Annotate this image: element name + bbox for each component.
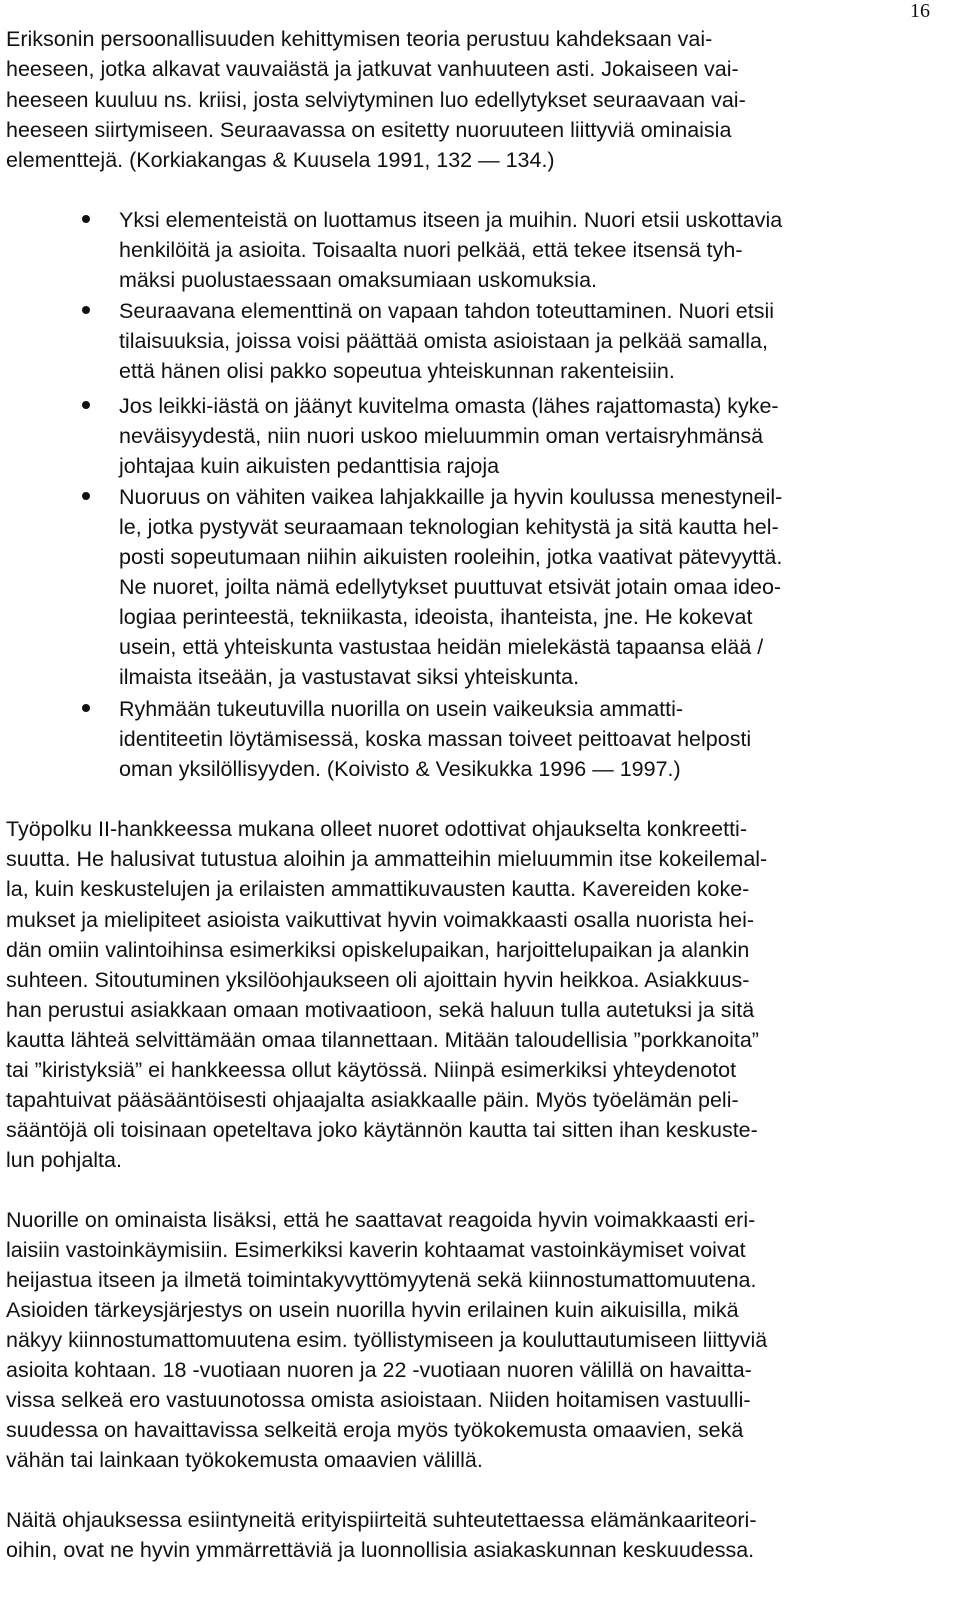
paragraph-line: mukset ja mielipiteet asioista vaikuttivat hyvin voimakkaasti osalla nuorista hei- xyxy=(6,908,755,932)
paragraph-line: Nuorille on ominaista lisäksi, että he saattavat reagoida hyvin voimakkaasti eri- xyxy=(6,1208,756,1232)
bullet-icon xyxy=(82,492,90,500)
bullet-line: Ryhmään tukeutuvilla nuorilla on usein vaikeuksia ammatti- xyxy=(119,697,684,721)
paragraph-line: tai ”kiristyksiä” ei hankkeessa ollut käytössä. Niinpä esimerkiksi yhteydenotot xyxy=(6,1058,737,1082)
bullet-line: mäksi puolustaessaan omaksumiaan uskomuksia. xyxy=(119,268,598,292)
paragraph-line: Työpolku II-hankkeessa mukana olleet nuoret odottivat ohjaukselta konkreetti- xyxy=(6,817,747,841)
paragraph-line: heeseen, jotka alkavat vauvaiästä ja jatkuvat vanhuuteen asti. Jokaiseen vai- xyxy=(6,57,739,81)
paragraph-line: dän omiin valintoihinsa esimerkiksi opiskelupaikan, harjoittelupaikan ja alankin xyxy=(6,938,750,962)
paragraph-line: Eriksonin persoonallisuuden kehittymisen teoria perustuu kahdeksaan vai- xyxy=(6,27,713,51)
bullet-line: että hänen olisi pakko sopeutua yhteiskunnan rakenteisiin. xyxy=(119,359,675,383)
bullet-icon xyxy=(82,401,90,409)
bullet-line: Yksi elementeistä on luottamus itseen ja muihin. Nuori etsii uskottavia xyxy=(119,208,783,232)
bullet-line: Seuraavana elementtinä on vapaan tahdon toteuttaminen. Nuori etsii xyxy=(119,299,774,323)
bullet-line: posti sopeutumaan niihin aikuisten rooleihin, jotka vaativat pätevyyttä. xyxy=(119,545,783,569)
bullet-line: oman yksilöllisyyden. (Koivisto & Vesikukka 1996 — 1997.) xyxy=(119,757,681,781)
bullet-line: neväisyydestä, niin nuori uskoo mieluummin oman vertaisryhmänsä xyxy=(119,424,764,448)
paragraph-line: kautta lähteä selvittämään omaa tilannettaan. Mitään taloudellisia ”porkkanoita” xyxy=(6,1028,759,1052)
paragraph-line: heeseen kuuluu ns. kriisi, josta selviytyminen luo edellytykset seuraavaan vai- xyxy=(6,88,746,112)
bullet-line: ilmaista itseään, ja vastustavat siksi yhteiskunta. xyxy=(119,665,580,689)
paragraph-line: oihin, ovat ne hyvin ymmärrettäviä ja luonnollisia asiakaskunnan keskuudessa. xyxy=(6,1538,755,1562)
bullet-icon xyxy=(82,306,90,314)
bullet-line: identiteetin löytämisessä, koska massan toiveet peittoavat helposti xyxy=(119,727,752,751)
paragraph-line: vissa selkeä ero vastuunotossa omista asioistaan. Niiden hoitamisen vastuulli- xyxy=(6,1388,751,1412)
paragraph-line: heeseen siirtymiseen. Seuraavassa on esitetty nuoruuteen liittyviä ominaisia xyxy=(6,118,732,142)
paragraph-line: Asioiden tärkeysjärjestys on usein nuorilla hyvin erilainen kuin aikuisilla, mikä xyxy=(6,1298,739,1322)
bullet-line: Nuoruus on vähiten vaikea lahjakkaille ja hyvin koulussa menestyneil- xyxy=(119,485,783,509)
paragraph-line: suutta. He halusivat tutustua aloihin ja ammatteihin mieluummin itse kokeilemal- xyxy=(6,847,768,871)
bullet-line: le, jotka pystyvät seuraamaan teknologian kehitystä ja sitä kautta hel- xyxy=(119,515,779,539)
page-number: 16 xyxy=(910,0,930,22)
paragraph-line: elementtejä. (Korkiakangas & Kuusela 1991, 132 — 134.) xyxy=(6,148,555,172)
bullet-line: tilaisuuksia, joissa voisi päättää omista asioistaan ja pelkää samalla, xyxy=(119,329,768,353)
bullet-line: henkilöitä ja asioita. Toisaalta nuori pelkää, että tekee itsensä tyh- xyxy=(119,238,743,262)
paragraph-line: lun pohjalta. xyxy=(6,1148,122,1172)
paragraph-line: han perustui asiakkaan omaan motivaatioon, sekä haluun tulla autetuksi ja sitä xyxy=(6,998,755,1022)
paragraph-line: asioita kohtaan. 18 -vuotiaan nuoren ja 22 -vuotiaan nuoren välillä on havaitta- xyxy=(6,1358,752,1382)
bullet-icon xyxy=(82,704,90,712)
bullet-icon xyxy=(82,215,90,223)
bullet-line: Jos leikki-iästä on jäänyt kuvitelma omasta (lähes rajattomasta) kyke- xyxy=(119,394,779,418)
bullet-line: usein, että yhteiskunta vastustaa heidän mielekästä tapaansa elää / xyxy=(119,635,764,659)
bullet-line: johtajaa kuin aikuisten pedanttisia rajoja xyxy=(119,454,500,478)
paragraph-line: vähän tai lainkaan työkokemusta omaavien välillä. xyxy=(6,1448,483,1472)
paragraph-line: sääntöjä oli toisinaan opeteltava joko käytännön kautta tai sitten ihan keskuste- xyxy=(6,1118,758,1142)
paragraph-line: tapahtuivat pääsääntöisesti ohjaajalta asiakkaalle päin. Myös työelämän peli- xyxy=(6,1088,739,1112)
paragraph-line: suudessa on havaittavissa selkeitä eroja myös työkokemusta omaavien, sekä xyxy=(6,1418,744,1442)
paragraph-line: laisiin vastoinkäymisiin. Esimerkiksi kaverin kohtaamat vastoinkäymiset voivat xyxy=(6,1238,746,1262)
paragraph-line: heijastua itseen ja ilmetä toimintakyvyttömyytenä sekä kiinnostumattomuutena. xyxy=(6,1268,757,1292)
bullet-line: logiaa perinteestä, tekniikasta, ideoista, ihanteista, jne. He kokevat xyxy=(119,605,753,629)
bullet-line: Ne nuoret, joilta nämä edellytykset puuttuvat etsivät jotain omaa ideo- xyxy=(119,575,782,599)
paragraph-line: Näitä ohjauksessa esiintyneitä erityispiirteitä suhteutettaessa elämänkaariteori- xyxy=(6,1508,757,1532)
paragraph-line: näkyy kiinnostumattomuutena esim. työllistymiseen ja kouluttautumiseen liittyviä xyxy=(6,1328,768,1352)
paragraph-line: suhteen. Sitoutuminen yksilöohjaukseen oli ajoittain hyvin heikkoa. Asiakkuus- xyxy=(6,968,750,992)
paragraph-line: la, kuin keskustelujen ja erilaisten ammattikuvausten kautta. Kavereiden koke- xyxy=(6,877,750,901)
